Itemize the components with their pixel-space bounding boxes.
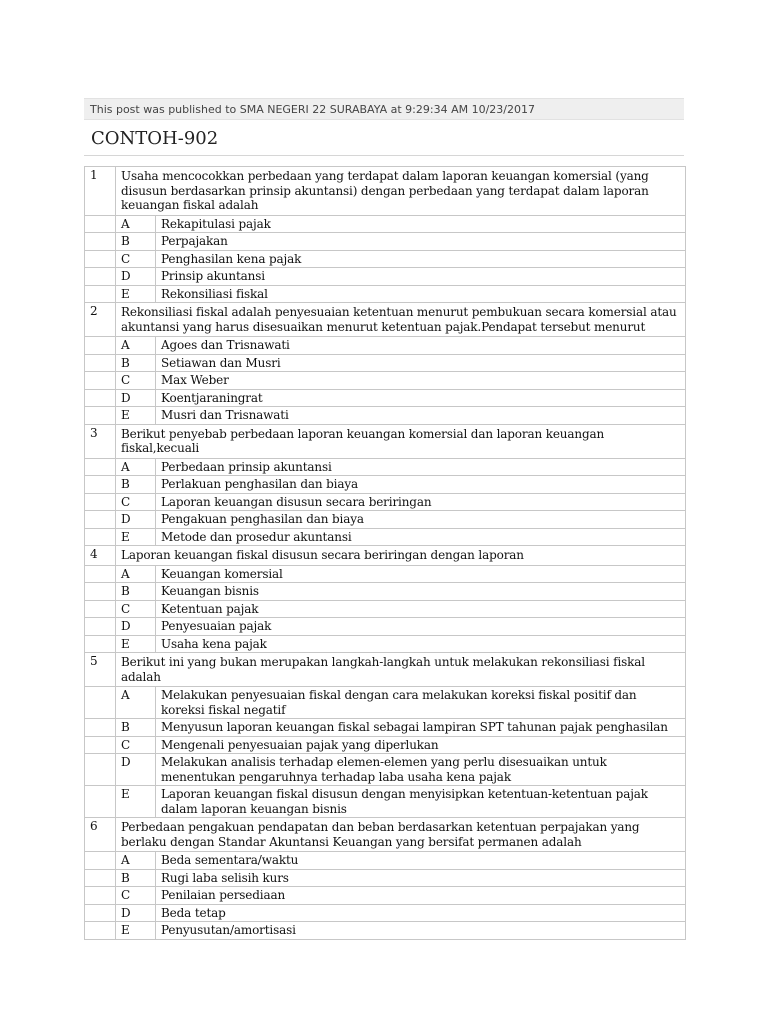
option-text: Musri dan Trisnawati xyxy=(156,407,686,425)
option-row xyxy=(85,493,686,511)
option-letter: E xyxy=(116,285,156,303)
option-row xyxy=(85,618,686,636)
option-letter: D xyxy=(116,618,156,636)
option-letter: B xyxy=(116,233,156,251)
question-row xyxy=(85,818,686,852)
question-row xyxy=(85,653,686,687)
option-text: Prinsip akuntansi xyxy=(156,268,686,286)
option-row xyxy=(85,736,686,754)
option-letter: A xyxy=(116,337,156,355)
question-row xyxy=(85,424,686,458)
option-text: Penyesuaian pajak xyxy=(156,618,686,636)
option-text: Metode dan prosedur akuntansi xyxy=(156,528,686,546)
option-text: Melakukan analisis terhadap elemen-elemen yang perlu disesuaikan untuk menentukan pengaruhnya terhadap laba usaha kena pajak xyxy=(156,754,686,786)
option-text: Perbedaan prinsip akuntansi xyxy=(156,458,686,476)
option-letter: E xyxy=(116,528,156,546)
option-text: Melakukan penyesuaian fiskal dengan cara melakukan koreksi fiskal positif dan koreksi fiskal negatif xyxy=(156,687,686,719)
option-text: Usaha kena pajak xyxy=(156,635,686,653)
option-row xyxy=(85,687,686,719)
published-notice: This post was published to SMA NEGERI 22 SURABAYA at 9:29:34 AM 10/23/2017 xyxy=(84,98,684,120)
option-letter: D xyxy=(116,268,156,286)
option-letter: E xyxy=(116,786,156,818)
option-text: Max Weber xyxy=(156,372,686,390)
question-number: 4 xyxy=(85,546,116,566)
option-row xyxy=(85,887,686,905)
option-row xyxy=(85,511,686,529)
option-row xyxy=(85,600,686,618)
option-letter: B xyxy=(116,583,156,601)
option-row xyxy=(85,869,686,887)
option-text: Rekonsiliasi fiskal xyxy=(156,285,686,303)
option-text: Penghasilan kena pajak xyxy=(156,250,686,268)
question-text: Berikut penyebab perbedaan laporan keuangan komersial dan laporan keuangan fiskal,kecuali xyxy=(116,424,686,458)
option-letter: A xyxy=(116,565,156,583)
question-row xyxy=(85,546,686,566)
option-row xyxy=(85,285,686,303)
quiz-table xyxy=(84,166,686,940)
question-row xyxy=(85,167,686,216)
option-text: Beda sementara/waktu xyxy=(156,852,686,870)
option-text: Laporan keuangan fiskal disusun dengan menyisipkan ketentuan-ketentuan pajak dalam laporan keuangan bisnis xyxy=(156,786,686,818)
option-letter: E xyxy=(116,922,156,940)
option-row xyxy=(85,372,686,390)
question-text: Perbedaan pengakuan pendapatan dan beban berdasarkan ketentuan perpajakan yang berlaku dengan Standar Akuntansi Keuangan yang bersifat permanen adalah xyxy=(116,818,686,852)
option-text: Ketentuan pajak xyxy=(156,600,686,618)
option-letter: C xyxy=(116,887,156,905)
option-letter: D xyxy=(116,904,156,922)
question-number: 5 xyxy=(85,653,116,687)
question-text: Rekonsiliasi fiskal adalah penyesuaian ketentuan menurut pembukuan secara komersial atau akuntansi yang harus disesuaikan menurut ketentuan pajak.Pendapat tersebut menurut xyxy=(116,303,686,337)
option-row xyxy=(85,583,686,601)
option-row xyxy=(85,754,686,786)
option-row xyxy=(85,635,686,653)
option-row xyxy=(85,250,686,268)
option-letter: D xyxy=(116,389,156,407)
option-row xyxy=(85,904,686,922)
option-text: Rekapitulasi pajak xyxy=(156,215,686,233)
option-letter: A xyxy=(116,458,156,476)
option-letter: D xyxy=(116,754,156,786)
option-row xyxy=(85,719,686,737)
option-letter: B xyxy=(116,476,156,494)
page-title: CONTOH-902 xyxy=(91,128,219,149)
option-row xyxy=(85,354,686,372)
option-letter: C xyxy=(116,250,156,268)
option-letter: D xyxy=(116,511,156,529)
option-text: Koentjaraningrat xyxy=(156,389,686,407)
option-row xyxy=(85,268,686,286)
option-letter: B xyxy=(116,719,156,737)
option-text: Setiawan dan Musri xyxy=(156,354,686,372)
option-row xyxy=(85,233,686,251)
option-letter: C xyxy=(116,600,156,618)
title-divider xyxy=(84,155,684,156)
option-letter: E xyxy=(116,407,156,425)
option-row xyxy=(85,922,686,940)
question-text: Usaha mencocokkan perbedaan yang terdapat dalam laporan keuangan komersial (yang disusun berdasarkan prinsip akuntansi) dengan perbedaan yang terdapat dalam laporan keuangan fiskal adalah xyxy=(116,167,686,216)
option-text: Mengenali penyesuaian pajak yang diperlukan xyxy=(156,736,686,754)
option-letter: C xyxy=(116,493,156,511)
option-text: Penyusutan/amortisasi xyxy=(156,922,686,940)
question-text: Laporan keuangan fiskal disusun secara beriringan dengan laporan xyxy=(116,546,686,566)
option-text: Rugi laba selisih kurs xyxy=(156,869,686,887)
question-number: 1 xyxy=(85,167,116,216)
option-row xyxy=(85,407,686,425)
quiz-table-body xyxy=(85,167,686,940)
option-text: Laporan keuangan disusun secara beriringan xyxy=(156,493,686,511)
option-text: Menyusun laporan keuangan fiskal sebagai lampiran SPT tahunan pajak penghasilan xyxy=(156,719,686,737)
option-letter: A xyxy=(116,215,156,233)
option-letter: A xyxy=(116,687,156,719)
option-text: Keuangan komersial xyxy=(156,565,686,583)
option-row xyxy=(85,458,686,476)
option-text: Perpajakan xyxy=(156,233,686,251)
option-text: Beda tetap xyxy=(156,904,686,922)
option-text: Pengakuan penghasilan dan biaya xyxy=(156,511,686,529)
question-number: 6 xyxy=(85,818,116,852)
question-row xyxy=(85,303,686,337)
question-number: 2 xyxy=(85,303,116,337)
option-letter: A xyxy=(116,852,156,870)
option-letter: B xyxy=(116,354,156,372)
option-row xyxy=(85,786,686,818)
option-letter: B xyxy=(116,869,156,887)
option-letter: E xyxy=(116,635,156,653)
question-text: Berikut ini yang bukan merupakan langkah-langkah untuk melakukan rekonsiliasi fiskal adalah xyxy=(116,653,686,687)
option-text: Penilaian persediaan xyxy=(156,887,686,905)
option-row xyxy=(85,565,686,583)
option-row xyxy=(85,528,686,546)
option-text: Perlakuan penghasilan dan biaya xyxy=(156,476,686,494)
option-letter: C xyxy=(116,372,156,390)
option-letter: C xyxy=(116,736,156,754)
option-row xyxy=(85,476,686,494)
option-row xyxy=(85,337,686,355)
option-row xyxy=(85,215,686,233)
option-text: Agoes dan Trisnawati xyxy=(156,337,686,355)
option-text: Keuangan bisnis xyxy=(156,583,686,601)
option-row xyxy=(85,852,686,870)
option-row xyxy=(85,389,686,407)
question-number: 3 xyxy=(85,424,116,458)
